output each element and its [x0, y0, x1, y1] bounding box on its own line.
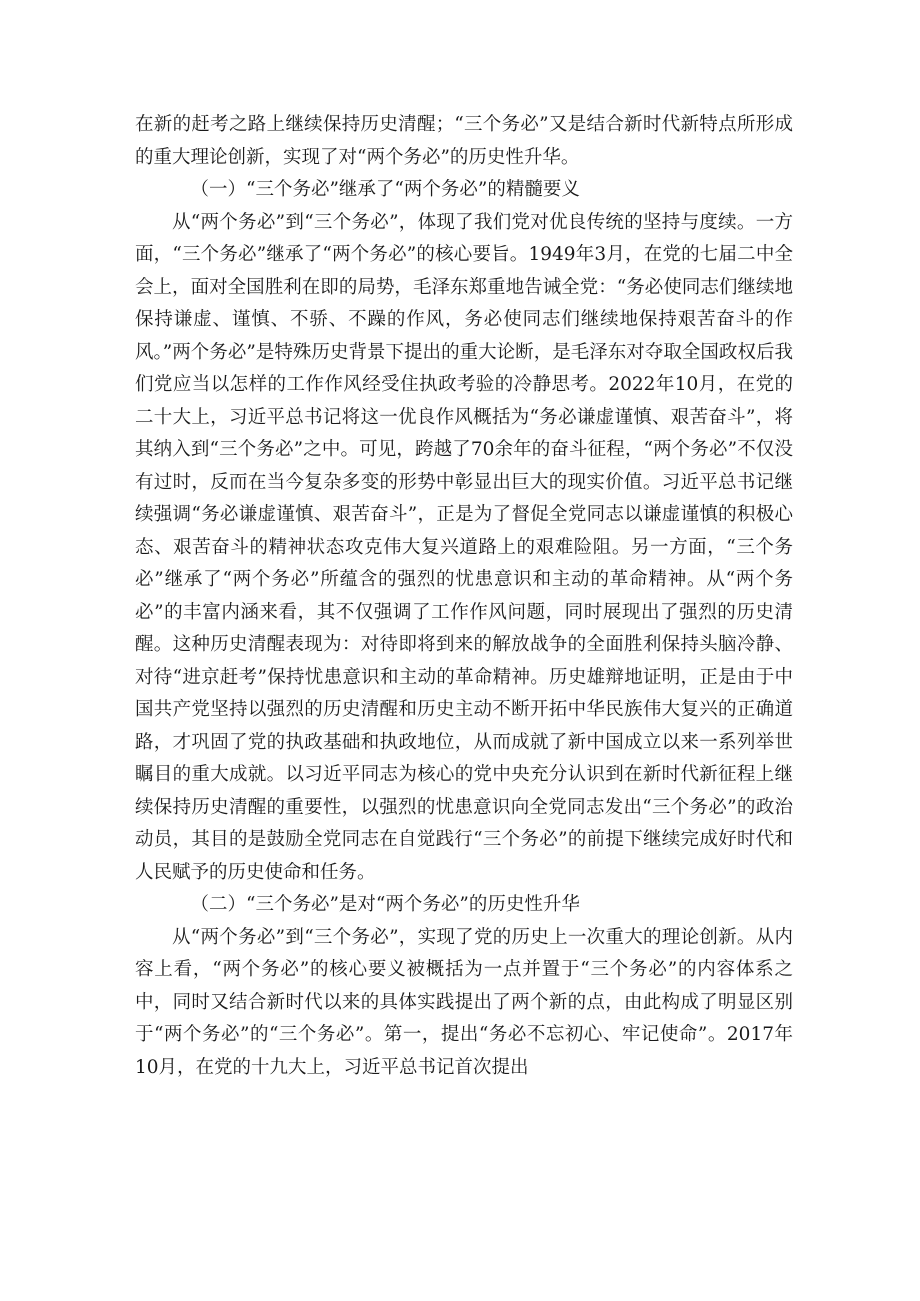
document-page: [135, 109, 793, 1084]
section-1-heading: （一）“三个务必”继承了“两个务必”的精髓要义: [190, 179, 580, 200]
intro-paragraph: 在新的赶考之路上继续保持历史清醒；“三个务必”又是结合新时代新特点所形成的重大理论创新，实现了对“两个务必”的历史性升华。: [135, 114, 793, 168]
section-2-heading: （二）“三个务必”是对“两个务必”的历史性升华: [190, 894, 580, 915]
section-2-body: 从“两个务必”到“三个务必”，实现了党的历史上一次重大的理论创新。从内容上看，“两个务必”的核心要义被概括为一点并置于“三个务必”的内容体系之中，同时又结合新时代以来的具体实践提出了两个新的点，由此构成了明显区别于“两个务必”的“三个务必”。第一，提出“务必不忘初心、牢记使命”。2017年10月，在党的十九大上，习近平总书记首次提出: [135, 926, 793, 1078]
section-1-body: 从“两个务必”到“三个务必”，体现了我们党对优良传统的坚持与度续。一方面，“三个务必”继承了“两个务必”的核心要旨。1949年3月，在党的七届二中全会上，面对全国胜利在即的局势，毛泽东郑重地告诫全党：“务必使同志们继续地保持谦虚、谨慎、不骄、不躁的作风，务必使同志们继续地保持艰苦奋斗的作风。”两个务必”是特殊历史背景下提出的重大论断，是毛泽东对夺取全国政权后我们党应当以怎样的工作作风经受住执政考验的冷静思考。2022年10月，在党的二十大上，习近平总书记将这一优良作风概括为“务必谦虚谨慎、艰苦奋斗”，将其纳入到“三个务必”之中。可见，跨越了70余年的奋斗征程，“两个务必”不仅没有过时，反而在当今复杂多变的形势中彰显出巨大的现实价值。习近平总书记继续强调“务必谦虚谨慎、艰苦奋斗”，正是为了督促全党同志以谦虚谨慎的积极心态、艰苦奋斗的精神状态攻克伟大复兴道路上的艰难险阻。另一方面，“三个务必”继承了“两个务必”所蕴含的强烈的忧患意识和主动的革命精神。从“两个务必”的丰富内涵来看，其不仅强调了工作作风问题，同时展现出了强烈的历史清醒。这种历史清醒表现为：对待即将到来的解放战争的全面胜利保持头脑冷静、对待“进京赶考”保持忧患意识和主动的革命精神。历史雄辩地证明，正是由于中国共产党坚持以强烈的历史清醒和历史主动不断开拓中华民族伟大复兴的正确道路，才巩固了党的执政基础和执政地位，从而成就了新中国成立以来一系列举世瞩目的重大成就。以习近平同志为核心的党中央充分认识到在新时代新征程上继续保持历史清醒的重要性，以强烈的忧患意识向全党同志发出“三个务必”的政治动员，其目的是鼓励全党同志在自觉践行“三个务必”的前提下继续完成好时代和人民赋予的历史使命和任务。: [135, 211, 793, 883]
